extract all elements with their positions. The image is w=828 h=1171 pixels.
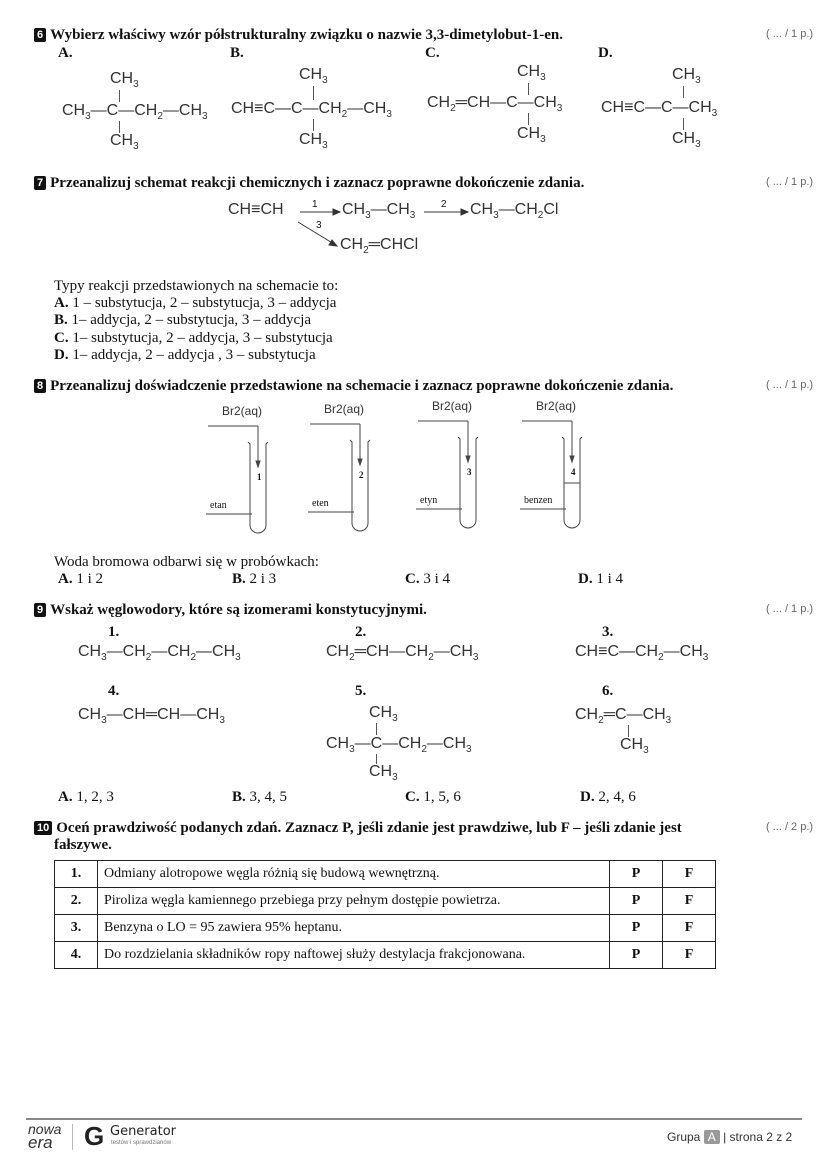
option-text: 1, 5, 6 xyxy=(423,789,461,805)
option-label: B. xyxy=(232,571,246,587)
compound-number: 3. xyxy=(602,624,614,640)
group-label: Grupa xyxy=(667,1130,701,1144)
option-text: 1– addycja, 2 – addycja , 3 – substytucja xyxy=(72,347,316,363)
option-a[interactable] xyxy=(58,789,114,806)
reagent-label: Br2(aq) xyxy=(222,404,263,418)
points-box: ( ... / 1 p.) xyxy=(766,28,814,40)
option-label: D. xyxy=(578,571,593,587)
option-text: 1 – substytucja, 2 – substytucja, 3 – addycja xyxy=(72,295,337,311)
option-d[interactable] xyxy=(580,789,636,806)
option-text: 1– addycja, 2 – substytucja, 3 – addycja xyxy=(71,312,312,328)
row-number: 1. xyxy=(55,861,98,888)
false-option[interactable]: F xyxy=(663,861,716,888)
option-text: 3 i 4 xyxy=(423,571,451,587)
compound-substituent: $CH_3$ xyxy=(369,704,398,725)
option-label: B. xyxy=(54,312,68,328)
option-label: A. xyxy=(58,789,73,805)
logo-text: nowa xyxy=(28,1121,62,1137)
formula-main-chain: $CH\equiv C—C—CH_2—CH_3$ xyxy=(231,100,392,121)
true-option[interactable]: P xyxy=(610,861,663,888)
formula-main-chain: $CH_2═CH—C—CH_3$ xyxy=(427,94,563,115)
question-title: Oceń prawdziwość podanych zdań. Zaznacz P, jeśli zdanie jest prawdziwe, lub F – jeśli zdanie jest xyxy=(56,820,682,836)
compound-formula: $CH\equiv C—CH_2—CH_3$ xyxy=(575,643,709,664)
option-label[interactable]: D. xyxy=(598,45,613,61)
tube-number: 3 xyxy=(467,467,472,477)
option-label[interactable]: A. xyxy=(58,45,73,61)
generator-logo-icon: G xyxy=(84,1121,105,1151)
tube-contents-label: etan xyxy=(210,500,227,511)
compound-substituent: $CH_3$ xyxy=(369,763,398,784)
option-label: A. xyxy=(58,571,73,587)
table-row xyxy=(55,915,716,942)
question-number: 9 xyxy=(34,603,46,617)
true-option[interactable]: P xyxy=(610,915,663,942)
tube-contents-label: benzen xyxy=(524,495,553,506)
compound-number: 2. xyxy=(355,624,367,640)
table-row xyxy=(55,942,716,969)
option-label: B. xyxy=(232,789,246,805)
compound-number: 5. xyxy=(355,683,367,699)
true-false-table xyxy=(54,860,716,969)
compound-formula: $CH_2═CH—CH_2—CH_3$ xyxy=(326,643,479,664)
generator-logo-subtitle: testów i sprawdzianów xyxy=(111,1140,172,1146)
tube-number: 2 xyxy=(359,470,364,480)
arrow-label: 1 xyxy=(312,199,318,210)
statement-text: Do rozdzielania składników ropy naftowej służy destylacja frakcjonowana. xyxy=(98,942,610,969)
statement-text: Piroliza węgla kamiennego przebiega przy pełnym dostępie powietrza. xyxy=(98,888,610,915)
formula-substituent: $CH_3$ xyxy=(517,63,546,84)
question-number: 10 xyxy=(34,821,52,835)
question-title: Przeanalizuj doświadczenie przedstawione na schemacie i zaznacz poprawne dokończenie zdania. xyxy=(50,378,674,394)
question-title: Wskaż węglowodory, które są izomerami konstytucyjnymi. xyxy=(50,602,427,618)
reagent-label: Br2(aq) xyxy=(536,399,577,413)
option-label: C. xyxy=(405,571,420,587)
compound-formula: $CH_2═C—CH_3$ xyxy=(575,706,672,727)
tube-number: 1 xyxy=(257,472,262,482)
compound-number: 1. xyxy=(108,624,120,640)
formula-substituent: $CH_3$ xyxy=(672,130,701,151)
reagent-label: Br2(aq) xyxy=(324,402,365,416)
points-box: ( ... / 2 p.) xyxy=(766,821,814,833)
points-box: ( ... / 1 p.) xyxy=(766,379,814,391)
false-option[interactable]: F xyxy=(663,942,716,969)
reagent-label: Br2(aq) xyxy=(432,399,473,413)
scheme-compound: $CH_2═CHCl$ xyxy=(340,236,419,257)
formula-main-chain: $CH_3—C—CH_2—CH_3$ xyxy=(62,102,208,123)
arrow-label: 3 xyxy=(316,220,322,231)
footer-divider xyxy=(26,1118,802,1120)
compound-formula: $CH_3—CH═CH—CH_3$ xyxy=(78,706,225,727)
table-row xyxy=(55,861,716,888)
option-d[interactable] xyxy=(578,571,623,588)
nowa-era-logo xyxy=(28,1123,61,1150)
question-intro: Woda bromowa odbarwi się w probówkach: xyxy=(54,554,319,570)
statement-text: Odmiany alotropowe węgla różnią się budową wewnętrzną. xyxy=(98,861,610,888)
formula-main-chain: $CH\equiv C—C—CH_3$ xyxy=(601,99,718,120)
option-text: 3, 4, 5 xyxy=(249,789,288,805)
option-a[interactable] xyxy=(58,571,103,588)
compound-substituent: $CH_3$ xyxy=(620,736,649,757)
page-number: | strona 2 z 2 xyxy=(723,1130,793,1144)
generator-logo-text: Generator xyxy=(110,1124,177,1139)
compound-formula: $CH_3—CH_2—CH_2—CH_3$ xyxy=(78,643,241,664)
scheme-compound: $CH_3—CH_3$ xyxy=(342,201,416,222)
formula-substituent: $CH_3$ xyxy=(110,132,139,153)
option-text: 2 i 3 xyxy=(249,571,277,587)
question-number: 8 xyxy=(34,379,46,393)
option-label[interactable]: B. xyxy=(230,45,244,61)
true-option[interactable]: P xyxy=(610,942,663,969)
points-box: ( ... / 1 p.) xyxy=(766,603,814,615)
option-text: 1 i 4 xyxy=(596,571,624,587)
question-title: Przeanalizuj schemat reakcji chemicznych i zaznacz poprawne dokończenie zdania. xyxy=(50,175,585,191)
question-10-header xyxy=(34,820,682,837)
test-tube-drawing xyxy=(0,0,828,560)
row-number: 3. xyxy=(55,915,98,942)
scheme-compound: $CH_3—CH_2Cl$ xyxy=(470,201,559,222)
question-number: 6 xyxy=(34,28,46,42)
option-text: 1 i 2 xyxy=(76,571,104,587)
logo-text: era xyxy=(28,1133,53,1152)
table-row xyxy=(55,888,716,915)
page-info xyxy=(667,1130,792,1144)
statement-text: Benzyna o LO = 95 zawiera 95% heptanu. xyxy=(98,915,610,942)
tube-number: 4 xyxy=(571,467,576,477)
formula-substituent: $CH_3$ xyxy=(299,131,328,152)
true-option[interactable]: P xyxy=(610,888,663,915)
option-label: C. xyxy=(54,330,69,346)
scheme-compound: CH≡CH xyxy=(228,201,284,218)
option-b[interactable] xyxy=(232,571,276,588)
option-label[interactable]: C. xyxy=(425,45,440,61)
option-label: C. xyxy=(405,789,420,805)
question-title: Wybierz właściwy wzór półstrukturalny związku o nazwie 3,3-dimetylobut-1-en. xyxy=(50,27,564,43)
compound-number: 4. xyxy=(108,683,120,699)
formula-substituent: $CH_3$ xyxy=(672,66,701,87)
arrow-label: 2 xyxy=(441,199,447,210)
group-badge: A xyxy=(704,1130,720,1144)
formula-substituent: $CH_3$ xyxy=(110,70,139,91)
tube-contents-label: etyn xyxy=(420,495,438,506)
option-label: A. xyxy=(54,295,69,311)
option-label: D. xyxy=(54,347,69,363)
row-number: 2. xyxy=(55,888,98,915)
option-text: 2, 4, 6 xyxy=(598,789,636,805)
option-text: 1, 2, 3 xyxy=(76,789,114,805)
row-number: 4. xyxy=(55,942,98,969)
option-c[interactable] xyxy=(405,789,461,806)
option-text: 1– substytucja, 2 – addycja, 3 – substytucja xyxy=(72,330,333,346)
question-title-cont: fałszywe. xyxy=(54,837,112,853)
compound-number: 6. xyxy=(602,683,614,699)
tube-contents-label: eten xyxy=(312,498,329,509)
option-b[interactable] xyxy=(232,789,287,806)
compound-formula: $CH_3—C—CH_2—CH_3$ xyxy=(326,735,472,756)
formula-substituent: $CH_3$ xyxy=(517,125,546,146)
question-number: 7 xyxy=(34,176,46,190)
option-c[interactable] xyxy=(405,571,450,588)
question-intro: Typy reakcji przedstawionych na schemacie to: xyxy=(54,278,339,294)
question-9-header xyxy=(34,602,427,619)
false-option[interactable]: F xyxy=(663,888,716,915)
points-box: ( ... / 1 p.) xyxy=(766,176,814,188)
formula-substituent: $CH_3$ xyxy=(299,66,328,87)
false-option[interactable]: F xyxy=(663,915,716,942)
option-label: D. xyxy=(580,789,595,805)
